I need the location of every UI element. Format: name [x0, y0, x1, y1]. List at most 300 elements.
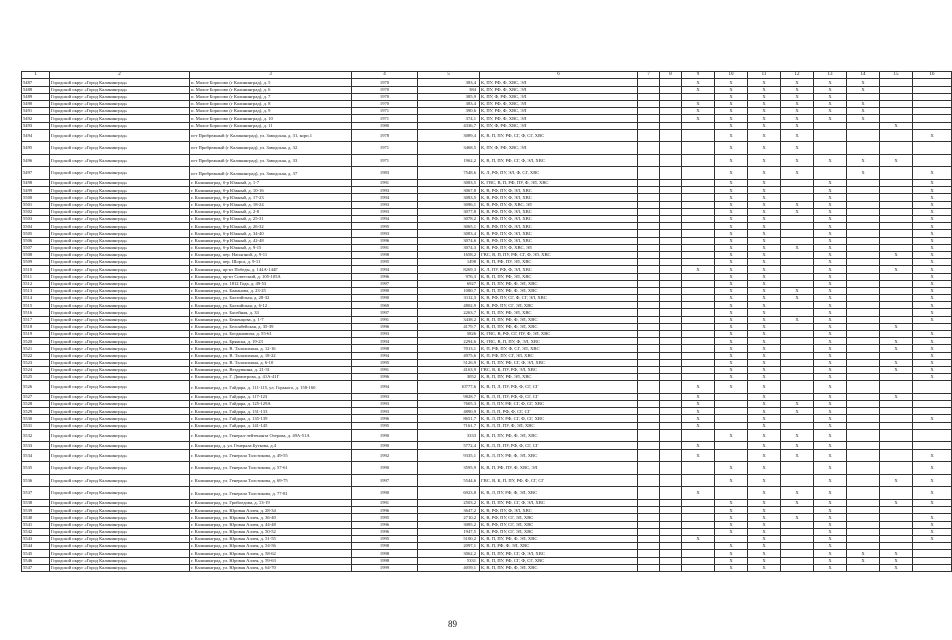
- col-14-cell: [847, 352, 880, 359]
- col-13-cell: X: [814, 487, 847, 500]
- col-7-cell: [638, 514, 660, 521]
- col-11-cell: X: [748, 422, 781, 429]
- year-built-cell: 1993: [352, 208, 418, 215]
- col-13-cell: X: [814, 352, 847, 359]
- col-7-cell: [638, 251, 660, 258]
- area-cell: 4179,7: [418, 323, 480, 330]
- table-row: [22, 514, 952, 521]
- area-cell: 3052: [418, 374, 480, 381]
- col-9-cell: [682, 201, 715, 208]
- municipality-cell: Городской округ «Город Калининград»: [50, 366, 190, 373]
- col-12-cell: [781, 259, 814, 266]
- col-14-cell: [847, 259, 880, 266]
- col-12-cell: [781, 338, 814, 345]
- area-cell: 3074,6: [418, 237, 480, 244]
- col-13-cell: X: [814, 251, 847, 258]
- col-12-cell: [781, 415, 814, 422]
- col-7-cell: [638, 393, 660, 400]
- col-13-cell: X: [814, 564, 847, 571]
- engineering-systems-cell: К, П, РФ, ПУ, Ф, СГ, ЭЛ, ХВС: [480, 345, 638, 352]
- engineering-systems-cell: К, ГВС, В, РФ, СГ, ПУ, Ф, ЭЛ, ХВС: [480, 331, 638, 338]
- area-cell: 385,9: [418, 93, 480, 100]
- col-15-cell: [880, 180, 913, 187]
- col-13-cell: X: [814, 100, 847, 107]
- area-cell: 5544,6: [418, 474, 480, 487]
- table-row: [22, 366, 952, 373]
- col-11-cell: X: [748, 216, 781, 223]
- col-15-cell: [880, 543, 913, 550]
- col-14-cell: [847, 381, 880, 394]
- col-16-cell: [913, 142, 952, 155]
- col-14-cell: X: [847, 557, 880, 564]
- col-11-cell: X: [748, 429, 781, 442]
- column-number-cell: 12: [781, 72, 814, 79]
- col-7-cell: [638, 79, 660, 86]
- municipality-cell: Городской округ «Город Калининград»: [50, 194, 190, 201]
- area-cell: 390,6: [418, 108, 480, 115]
- col-7-cell: [638, 408, 660, 415]
- col-13-cell: X: [814, 93, 847, 100]
- col-11-cell: X: [748, 280, 781, 287]
- table-row: [22, 422, 952, 429]
- address-cell: г. Калининград, б-р Южный, д. 34-40: [190, 230, 352, 237]
- column-number-cell: 13: [814, 72, 847, 79]
- col-16-cell: X: [913, 259, 952, 266]
- municipality-cell: Городской округ «Город Калининград»: [50, 122, 190, 129]
- area-cell: 3078,2: [418, 216, 480, 223]
- column-number-cell: 4: [352, 72, 418, 79]
- col-14-cell: [847, 194, 880, 201]
- municipality-cell: Городской округ «Город Калининград»: [50, 442, 190, 449]
- municipality-cell: Городской округ «Город Калининград»: [50, 208, 190, 215]
- col-10-cell: X: [715, 302, 748, 309]
- col-15-cell: [880, 442, 913, 449]
- record-number-cell: 5504: [22, 223, 50, 230]
- col-12-cell: X: [781, 122, 814, 129]
- col-10-cell: [715, 487, 748, 500]
- table-row: [22, 208, 952, 215]
- col-7-cell: [638, 521, 660, 528]
- col-8-cell: [660, 115, 682, 122]
- col-8-cell: [660, 557, 682, 564]
- municipality-cell: Городской округ «Город Калининград»: [50, 449, 190, 462]
- col-15-cell: X: [880, 564, 913, 571]
- col-12-cell: [781, 345, 814, 352]
- col-15-cell: X: [880, 474, 913, 487]
- col-15-cell: [880, 259, 913, 266]
- col-9-cell: [682, 338, 715, 345]
- col-15-cell: [880, 142, 913, 155]
- record-number-cell: 5538: [22, 500, 50, 507]
- col-15-cell: X: [880, 500, 913, 507]
- engineering-systems-cell: К, В, РФ, ПУ, Ф, ЭЛ, ХВС: [480, 223, 638, 230]
- address-cell: пгт Прибрежный (г Калининград), ул. Заводская, д. 33: [190, 154, 352, 167]
- column-number-cell: 8: [660, 72, 682, 79]
- col-7-cell: [638, 442, 660, 449]
- col-9-cell: X: [682, 115, 715, 122]
- col-9-cell: X: [682, 79, 715, 86]
- year-built-cell: 1996: [352, 374, 418, 381]
- column-number-cell: 11: [748, 72, 781, 79]
- area-cell: 6927: [418, 280, 480, 287]
- area-cell: 6923,8: [418, 487, 480, 500]
- col-14-cell: [847, 401, 880, 408]
- municipality-cell: Городской округ «Город Калининград»: [50, 338, 190, 345]
- col-12-cell: [781, 251, 814, 258]
- municipality-cell: Городской округ «Город Калининград»: [50, 251, 190, 258]
- col-13-cell: [814, 142, 847, 155]
- address-cell: г. Калининград, ул. Гайдара, д. 131-133: [190, 408, 352, 415]
- col-8-cell: [660, 223, 682, 230]
- address-cell: г. Калининград, ул. Юровая Аллея, д. 36-40: [190, 514, 352, 521]
- col-12-cell: [781, 223, 814, 230]
- col-12-cell: X: [781, 295, 814, 302]
- col-7-cell: [638, 331, 660, 338]
- col-10-cell: [715, 415, 748, 422]
- table-row: [22, 93, 952, 100]
- col-14-cell: [847, 302, 880, 309]
- col-12-cell: X: [781, 442, 814, 449]
- col-7-cell: [638, 167, 660, 180]
- record-number-cell: 5502: [22, 208, 50, 215]
- col-15-cell: [880, 401, 913, 408]
- col-11-cell: X: [748, 535, 781, 542]
- col-13-cell: X: [814, 543, 847, 550]
- col-9-cell: X: [682, 408, 715, 415]
- col-13-cell: X: [814, 86, 847, 93]
- col-9-cell: [682, 122, 715, 129]
- col-11-cell: X: [748, 201, 781, 208]
- record-number-cell: 5505: [22, 230, 50, 237]
- col-12-cell: X: [781, 167, 814, 180]
- record-number-cell: 5533: [22, 442, 50, 449]
- area-cell: 3083,4: [418, 230, 480, 237]
- column-number-cell: 1: [22, 72, 50, 79]
- address-cell: г. Калининград, ул. Гайдара, д. 141-145: [190, 422, 352, 429]
- col-13-cell: X: [814, 408, 847, 415]
- col-15-cell: [880, 93, 913, 100]
- col-8-cell: [660, 366, 682, 373]
- col-8-cell: [660, 259, 682, 266]
- col-13-cell: X: [814, 223, 847, 230]
- year-built-cell: 1993: [352, 230, 418, 237]
- area-cell: 1947,5: [418, 528, 480, 535]
- address-cell: г. Калининград, ул. Юровая Аллея, д. 58-62: [190, 550, 352, 557]
- area-cell: 3468,5: [418, 142, 480, 155]
- col-13-cell: X: [814, 266, 847, 273]
- area-cell: 3112,3: [418, 295, 480, 302]
- municipality-cell: Городской округ «Город Калининград»: [50, 266, 190, 273]
- address-cell: г. Калининград, ул. Юровая Аллея, д. 64-70: [190, 564, 352, 571]
- col-7-cell: [638, 401, 660, 408]
- year-built-cell: 1995: [352, 259, 418, 266]
- col-8-cell: [660, 345, 682, 352]
- col-16-cell: X: [913, 251, 952, 258]
- col-14-cell: [847, 237, 880, 244]
- col-8-cell: [660, 237, 682, 244]
- col-10-cell: X: [715, 223, 748, 230]
- table-row: [22, 557, 952, 564]
- col-10-cell: X: [715, 208, 748, 215]
- column-number-cell: 16: [913, 72, 952, 79]
- municipality-cell: Городской округ «Город Калининград»: [50, 535, 190, 542]
- col-10-cell: [715, 422, 748, 429]
- col-11-cell: X: [748, 273, 781, 280]
- col-16-cell: [913, 154, 952, 167]
- col-8-cell: [660, 167, 682, 180]
- col-7-cell: [638, 345, 660, 352]
- col-14-cell: [847, 244, 880, 251]
- col-13-cell: X: [814, 244, 847, 251]
- col-10-cell: X: [715, 154, 748, 167]
- col-12-cell: X: [781, 93, 814, 100]
- record-number-cell: 5513: [22, 287, 50, 294]
- col-8-cell: [660, 514, 682, 521]
- column-number-cell: 10: [715, 72, 748, 79]
- col-14-cell: [847, 422, 880, 429]
- col-9-cell: [682, 208, 715, 215]
- col-14-cell: [847, 323, 880, 330]
- record-number-cell: 5492: [22, 115, 50, 122]
- col-14-cell: X: [847, 79, 880, 86]
- col-12-cell: [781, 187, 814, 194]
- col-16-cell: X: [913, 331, 952, 338]
- table-row: [22, 381, 952, 394]
- col-11-cell: X: [748, 244, 781, 251]
- address-cell: п. Малое Борисово (г Калининград), д. 7: [190, 93, 352, 100]
- engineering-systems-cell: К, В, Л, П, ПУ, Ф, ЭЛ, ХВС: [480, 422, 638, 429]
- col-15-cell: X: [880, 266, 913, 273]
- address-cell: пгт Прибрежный (г Калининград), ул. Заводская, д. 31, корп.1: [190, 129, 352, 142]
- engineering-systems-cell: К, ГВС, В, П, РФ, ПУ, Ф, ЭЛ, ХВС: [480, 180, 638, 187]
- record-number-cell: 5509: [22, 259, 50, 266]
- table-row: [22, 528, 952, 535]
- col-7-cell: [638, 201, 660, 208]
- address-cell: п. Малое Борисово (г Калининград), д. 10: [190, 115, 352, 122]
- col-14-cell: [847, 366, 880, 373]
- col-9-cell: [682, 129, 715, 142]
- col-9-cell: [682, 93, 715, 100]
- col-16-cell: [913, 550, 952, 557]
- col-7-cell: [638, 528, 660, 535]
- table-row: [22, 442, 952, 449]
- col-9-cell: [682, 154, 715, 167]
- col-16-cell: [913, 422, 952, 429]
- col-7-cell: [638, 309, 660, 316]
- col-10-cell: X: [715, 266, 748, 273]
- col-9-cell: [682, 331, 715, 338]
- col-13-cell: X: [814, 462, 847, 475]
- col-10-cell: X: [715, 280, 748, 287]
- engineering-systems-cell: К, В, П, ПУ, РФ, СГ, Ф, ЭЛ, ХВС: [480, 500, 638, 507]
- col-10-cell: X: [715, 180, 748, 187]
- col-8-cell: [660, 338, 682, 345]
- col-11-cell: X: [748, 115, 781, 122]
- address-cell: г. Калининград, б-р Южный, д. 26-32: [190, 223, 352, 230]
- area-cell: 5331: [418, 557, 480, 564]
- col-16-cell: X: [913, 302, 952, 309]
- address-cell: п. Малое Борисово (г Калининград), д. 9: [190, 108, 352, 115]
- table-row: [22, 244, 952, 251]
- col-14-cell: [847, 230, 880, 237]
- col-9-cell: [682, 216, 715, 223]
- col-12-cell: [781, 557, 814, 564]
- col-16-cell: X: [913, 223, 952, 230]
- col-8-cell: [660, 93, 682, 100]
- address-cell: г. Калининград, д. ул. Генерала Буткова, д.4: [190, 442, 352, 449]
- engineering-systems-cell: К, В, П, ПУ, РФ, Ф, ЭЛ, ХВС: [480, 287, 638, 294]
- col-13-cell: X: [814, 500, 847, 507]
- col-8-cell: [660, 331, 682, 338]
- col-7-cell: [638, 487, 660, 500]
- col-7-cell: [638, 564, 660, 571]
- col-11-cell: X: [748, 345, 781, 352]
- col-8-cell: [660, 273, 682, 280]
- col-15-cell: [880, 216, 913, 223]
- col-9-cell: [682, 500, 715, 507]
- col-15-cell: [880, 244, 913, 251]
- record-number-cell: 5539: [22, 507, 50, 514]
- col-10-cell: X: [715, 287, 748, 294]
- col-8-cell: [660, 216, 682, 223]
- table-row: [22, 280, 952, 287]
- col-13-cell: X: [814, 115, 847, 122]
- col-10-cell: X: [715, 323, 748, 330]
- area-cell: 4890,9: [418, 408, 480, 415]
- col-15-cell: [880, 462, 913, 475]
- col-13-cell: X: [814, 429, 847, 442]
- col-12-cell: [781, 331, 814, 338]
- year-built-cell: 1991: [352, 500, 418, 507]
- area-cell: 976,3: [418, 273, 480, 280]
- area-cell: 3096,1: [418, 201, 480, 208]
- area-cell: 5126,9: [418, 359, 480, 366]
- col-13-cell: X: [814, 194, 847, 201]
- col-13-cell: X: [814, 415, 847, 422]
- table-row: [22, 415, 952, 422]
- col-10-cell: [715, 401, 748, 408]
- col-9-cell: [682, 543, 715, 550]
- municipality-cell: Городской округ «Город Калининград»: [50, 180, 190, 187]
- col-8-cell: [660, 474, 682, 487]
- col-15-cell: [880, 194, 913, 201]
- col-9-cell: [682, 302, 715, 309]
- record-number-cell: 5540: [22, 514, 50, 521]
- municipality-cell: Городской округ «Город Калининград»: [50, 408, 190, 415]
- engineering-systems-cell: К, В, П, ПУ, РФ, СГ, Ф, СГ, ХВС: [480, 129, 638, 142]
- col-8-cell: [660, 415, 682, 422]
- col-9-cell: [682, 230, 715, 237]
- col-12-cell: [781, 521, 814, 528]
- col-16-cell: X: [913, 528, 952, 535]
- year-built-cell: 1996: [352, 528, 418, 535]
- column-number-cell: 5: [418, 72, 480, 79]
- year-built-cell: 1997: [352, 309, 418, 316]
- table-row: [22, 154, 952, 167]
- year-built-cell: 1995: [352, 223, 418, 230]
- engineering-systems-cell: К, В, П, РФ, ПУ, Ф, ХВС, ЭЛ: [480, 462, 638, 475]
- col-12-cell: [781, 302, 814, 309]
- col-7-cell: [638, 142, 660, 155]
- area-cell: 2503,2: [418, 500, 480, 507]
- col-10-cell: X: [715, 429, 748, 442]
- col-9-cell: X: [682, 422, 715, 429]
- year-built-cell: 1993: [352, 187, 418, 194]
- col-11-cell: X: [748, 223, 781, 230]
- col-8-cell: [660, 86, 682, 93]
- col-11-cell: X: [748, 415, 781, 422]
- address-cell: г. Калининград, ул. Гайдара, д. 135-139: [190, 415, 352, 422]
- municipality-cell: Городской округ «Город Калининград»: [50, 401, 190, 408]
- municipality-cell: Городской округ «Город Калининград»: [50, 550, 190, 557]
- municipality-cell: Городской округ «Город Калининград»: [50, 474, 190, 487]
- col-9-cell: [682, 280, 715, 287]
- record-number-cell: 5490: [22, 100, 50, 107]
- table-row: [22, 507, 952, 514]
- col-11-cell: X: [748, 237, 781, 244]
- engineering-systems-cell: К, В, П, Л, ПУ, РФ, Ф, СГ, СГ: [480, 381, 638, 394]
- col-8-cell: [660, 521, 682, 528]
- year-built-cell: 1995: [352, 514, 418, 521]
- engineering-systems-cell: К, В, РФ, ПУ, Ф, ЭЛ, ХВС: [480, 507, 638, 514]
- col-9-cell: [682, 429, 715, 442]
- municipality-cell: Городской округ «Город Калининград»: [50, 345, 190, 352]
- col-11-cell: X: [748, 187, 781, 194]
- year-built-cell: 1983: [352, 167, 418, 180]
- year-built-cell: 1998: [352, 543, 418, 550]
- col-14-cell: [847, 500, 880, 507]
- col-7-cell: [638, 266, 660, 273]
- col-15-cell: [880, 187, 913, 194]
- record-number-cell: 5489: [22, 93, 50, 100]
- col-15-cell: [880, 422, 913, 429]
- col-8-cell: [660, 302, 682, 309]
- col-11-cell: X: [748, 194, 781, 201]
- col-11-cell: X: [748, 564, 781, 571]
- record-number-cell: 5532: [22, 429, 50, 442]
- col-7-cell: [638, 366, 660, 373]
- col-15-cell: [880, 230, 913, 237]
- col-11-cell: X: [748, 557, 781, 564]
- col-12-cell: [781, 194, 814, 201]
- engineering-systems-cell: К, ПУ, РФ, Ф, ХВС, ЭЛ: [480, 100, 638, 107]
- municipality-cell: Городской округ «Город Калининград»: [50, 521, 190, 528]
- address-cell: г. Калининград, б-р Южный, д. 42-48: [190, 237, 352, 244]
- col-15-cell: [880, 86, 913, 93]
- address-cell: г. Калининград, б-р Южный, д. 17-23: [190, 194, 352, 201]
- area-cell: 3077,8: [418, 208, 480, 215]
- year-built-cell: 1971: [352, 115, 418, 122]
- year-built-cell: 1971: [352, 154, 418, 167]
- address-cell: п. Малое Борисово (г Калининград), д. 11: [190, 122, 352, 129]
- col-16-cell: X: [913, 415, 952, 422]
- col-8-cell: [660, 359, 682, 366]
- year-built-cell: 1990: [352, 462, 418, 475]
- col-7-cell: [638, 194, 660, 201]
- col-9-cell: X: [682, 108, 715, 115]
- municipality-cell: Городской округ «Город Калининград»: [50, 374, 190, 381]
- col-12-cell: [781, 507, 814, 514]
- col-12-cell: X: [781, 201, 814, 208]
- table-row: [22, 338, 952, 345]
- col-13-cell: [814, 122, 847, 129]
- table-row: [22, 122, 952, 129]
- col-12-cell: [781, 564, 814, 571]
- col-8-cell: [660, 194, 682, 201]
- municipality-cell: Городской округ «Город Калининград»: [50, 154, 190, 167]
- col-11-cell: X: [748, 487, 781, 500]
- col-7-cell: [638, 338, 660, 345]
